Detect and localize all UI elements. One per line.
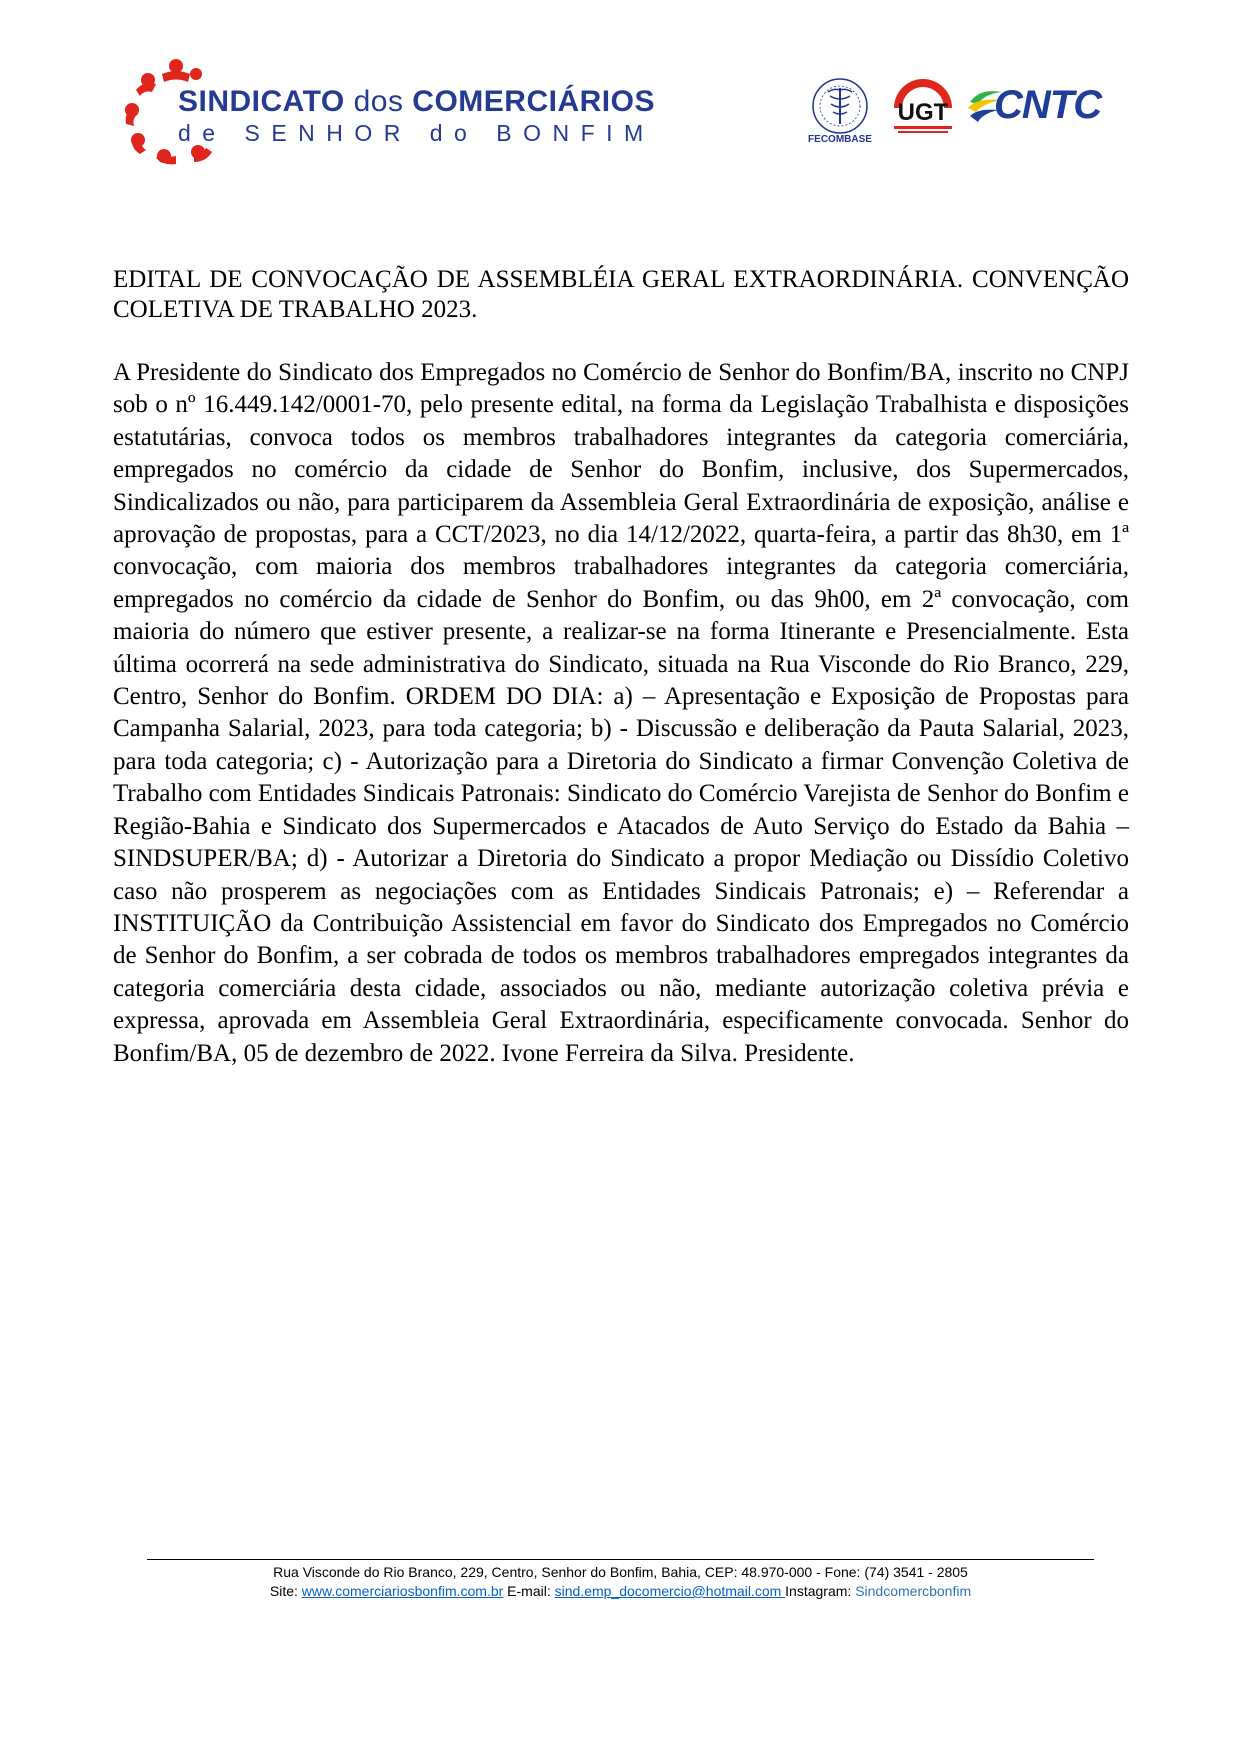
fecombase-label: FECOMBASE: [808, 134, 872, 145]
logo-line-1: [178, 86, 655, 118]
logo-word-comerciarios: COMERCIÁRIOS: [403, 85, 655, 118]
instagram-handle[interactable]: Sindcomercbonfim: [855, 1583, 972, 1599]
email-link[interactable]: sind.emp_docomercio@hotmail.com: [554, 1583, 786, 1599]
logo-line-2: de SENHOR do BONFIM: [178, 120, 655, 146]
document-title: EDITAL DE CONVOCAÇÃO DE ASSEMBLÉIA GERAL EXTRAORDINÁRIA. CONVENÇÃO COLETIVA DE TRABALHO 2023.: [113, 266, 1129, 323]
letterhead: [0, 0, 1241, 170]
footer: [0, 1563, 1241, 1601]
cntc-label: CNTC: [994, 83, 1102, 127]
document-body: A Presidente do Sindicato dos Empregados no Comércio de Senhor do Bonfim/BA, inscrito no CNPJ sob o nº 16.449.142/0001-70, pelo presente edital, na forma da Legislação Trabalhista e disposições estatutárias, convoca todos os membros trabalhadores integrantes da categoria comerciária, empregados no comércio da cidade de Senhor do Bonfim, inclusive, dos Supermercados, Sindicalizados ou não, para participarem da Assembleia Geral Extraordinária de exposição, análise e aprovação de propostas, para a CCT/2023, no dia 14/12/2022, quarta-feira, a partir das 8h30, em 1ª convocação, com maioria dos membros trabalhadores integrantes da categoria comerciária, empregados no comércio da cidade de Senhor do Bonfim, ou das 9h00, em 2ª convocação, com maioria do número que estiver presente, a realizar-se na forma Itinerante e Presencialmente. Esta última ocorrerá na sede administrativa do Sindicato, situada na Rua Visconde do Rio Branco, 229, Centro, Senhor do Bonfim. ORDEM DO DIA: a) – Apresentação e Exposição de Propostas para Campanha Salarial, 2023, para toda categoria; b) - Discussão e deliberação da Pauta Salarial, 2023, para toda categoria; c) - Autorização para a Diretoria do Sindicato a firmar Convenção Coletiva de Trabalho com Entidades Sindicais Patronais: Sindicato do Comércio Varejista de Senhor do Bonfim e Região-Bahia e Sindicato dos Supermercados e Atacados de Auto Serviço do Estado da Bahia – SINDSUPER/BA; d) - Autorizar a Diretoria do Sindicato a propor Mediação ou Dissídio Coletivo caso não prosperem as negociações com as Entidades Sindicais Patronais; e) – Referendar a INSTITUIÇÃO da Contribuição Assistencial em favor do Sindicato dos Empregados no Comércio de Senhor do Bonfim, a ser cobrada de todos os membros trabalhadores empregados integrantes da categoria comerciária desta cidade, associados ou não, mediante autorização coletiva prévia e expressa, aprovada em Assembleia Geral Extraordinária, especificamente convocada. Senhor do Bonfim/BA, 05 de dezembro de 2022. Ivone Ferreira da Silva. Presidente.: [113, 359, 1129, 1067]
fecombase-logo: [800, 76, 880, 146]
ugt-logo: [888, 74, 958, 134]
email-label: E-mail:: [503, 1583, 555, 1599]
fecombase-seal-icon: [800, 76, 880, 136]
instagram-label: Instagram:: [785, 1583, 856, 1599]
ugt-label: UGT: [897, 99, 949, 126]
cntc-logo: [966, 82, 1106, 132]
footer-contacts: [0, 1582, 1241, 1601]
union-name-logo: [178, 86, 718, 146]
site-label: Site:: [269, 1583, 302, 1599]
logo-word-dos: dos: [353, 85, 404, 118]
logo-word-sindicato: SINDICATO: [178, 85, 354, 118]
footer-divider: [147, 1559, 1094, 1560]
site-link[interactable]: www.comerciariosbonfim.com.br: [301, 1583, 504, 1599]
footer-address: Rua Visconde do Rio Branco, 229, Centro, Senhor do Bonfim, Bahia, CEP: 48.970-000 - Fone: (74) 3541 - 2805: [273, 1564, 968, 1580]
